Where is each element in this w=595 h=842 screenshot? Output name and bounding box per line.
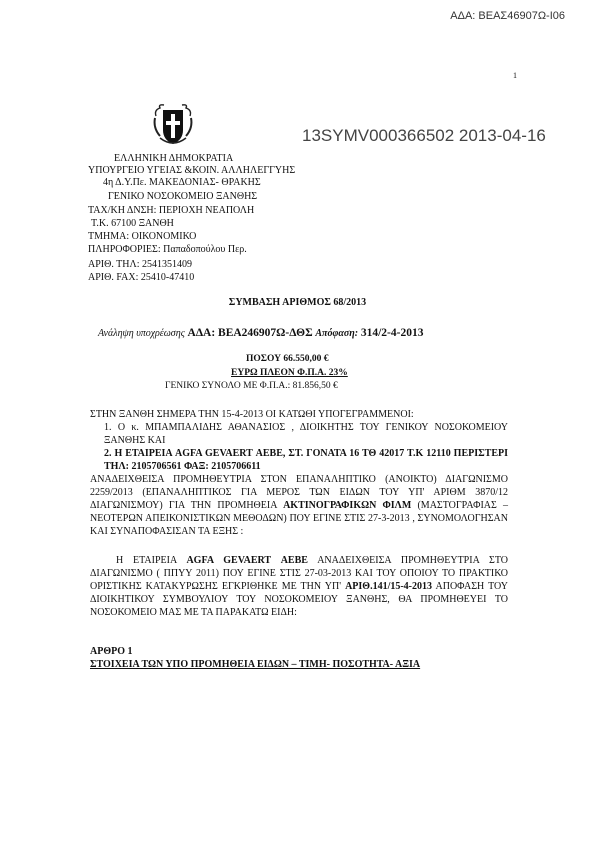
party-2: 2. Η ΕΤΑΙΡΕΙΑ AGFA GEVAERT ΑΕΒΕ, ΣΤ. ΓΟΝΑΤΑ 16 ΤΘ 42017 Τ.Κ 12110 ΠΕΡΙΣΤΕΡΙ ΤΗΛ: 2105706561 ΦΑΞ: 2105706611: [104, 448, 508, 472]
header-line: ΓΕΝΙΚΟ ΝΟΣΟΚΟΜΕΙΟ ΞΑΝΘΗΣ: [108, 191, 258, 202]
total-line: ΓΕΝΙΚΟ ΣΥΝΟΛΟ ΜΕ Φ.Π.Α.: 81.856,50 €: [165, 381, 338, 391]
article-subtitle: ΣΤΟΙΧΕΙΑ ΤΩΝ ΥΠΟ ΠΡΟΜΗΘΕΙΑ ΕΙΔΩΝ – ΤΙΜΗ- ΠΟΣΟΤΗΤΑ- ΑΞΙΑ: [90, 659, 421, 670]
company-name: AGFA GEVAERT ΑΕΒΕ: [186, 555, 308, 566]
contract-title: ΣΥΜΒΑΣΗ ΑΡΙΘΜΟΣ 68/2013: [228, 297, 367, 308]
intro-line: ΣΤΗΝ ΞΑΝΘΗ ΣΗΜΕΡΑ ΤΗΝ 15-4-2013 ΟΙ ΚΑΤΩΘΙ ΥΠΟΓΕΓΡΑΜΜΕΝΟΙ:: [90, 409, 414, 420]
article-title: ΑΡΘΡΟ 1: [90, 646, 133, 657]
page-number: 1: [513, 71, 517, 80]
decision-value: 314/2-4-2013: [360, 327, 424, 339]
paragraph-award: Η ΕΤΑΙΡΕΙΑ AGFA GEVAERT ΑΕΒΕ ΑΝΑΔΕΙΧΘΕΙΣΑ ΠΡΟΜΗΘΕΥΤΡΙΑ ΣΤΟ ΔΙΑΓΩΝΙΣΜΟ ( ΠΠΥΥ 2011) ΠΟΥ ΕΓΙΝΕ ΣΤΙΣ 27-03-2013 ΚΑΙ ΤΟΥ ΟΠΟΙΟΥ ΤΟ ΠΡΑΚΤΙΚΟ ΟΡΙΣΤΙΚΗΣ ΚΑΤΑΚΥΡΩΣΗΣ ΕΓΚΡΙΘΗΚΕ ΜΕ ΤΗΝ ΥΠ' ΑΡΙΘ.141/15-4-2013 ΑΠΟΦΑΣΗ ΤΟΥ ΔΙΟΙΚΗΤΙΚΟΥ ΣΥΜΒΟΥΛΙΟΥ ΤΟΥ ΝΟΣΟΚΟΜΕΙΟΥ ΞΑΝΘΗΣ, ΘΑ ΠΡΟΜΗΘΕΥΕΙ ΤΟ ΝΟΣΟΚΟΜΕΙΟ ΜΑΣ ΜΕ ΤΑ ΠΑΡΑΚΑΤΩ ΕΙΔΗ:: [90, 555, 509, 618]
party-1: 1. Ο κ. ΜΠΑΜΠΑΛΙΔΗΣ ΑΘΑΝΑΣΙΟΣ , ΔΙΟΙΚΗΤΗΣ ΤΟΥ ΓΕΝΙΚΟΥ ΝΟΣΟΚΟΜΕΙΟΥ ΞΑΝΘΗΣ ΚΑΙ: [104, 422, 508, 446]
commitment-label: Ανάληψη υποχρέωσης: [98, 328, 185, 339]
header-line: Τ.Κ. 67100 ΞΑΝΘΗ: [91, 218, 174, 229]
header-line: ΑΡΙΘ. ΤΗΛ: 2541351409: [88, 259, 193, 270]
decision-label: Απόφαση:: [315, 328, 359, 339]
header-line: ΠΛΗΡΟΦΟΡΙΕΣ: Παπαδοπούλου Περ.: [88, 244, 247, 255]
header-line: 4η Δ.Υ.Πε. ΜΑΚΕΔΟΝΙΑΣ- ΘΡΑΚΗΣ: [103, 177, 261, 188]
film-type: ΑΚΤΙΝΟΓΡΑΦΙΚΩΝ ΦΙΛΜ: [283, 500, 412, 511]
paragraph-procurement: ΑΝΑΔΕΙΧΘΕΙΣΑ ΠΡΟΜΗΘΕΥΤΡΙΑ ΣΤΟΝ ΕΠΑΝΑΛΗΠΤΙΚΟ (ΑΝΟΙΚΤΟ) ΔΙΑΓΩΝΙΣΜΟ 2259/2013 (ΕΠΑΝΑΛΗΠΤΙΚΟΣ ΓΙΑ ΜΕΡΟΣ ΤΩΝ ΕΙΔΩΝ ΤΟΥ ΥΠ' ΑΡΙΘΜ 3870/12 ΔΙΑΓΩΝΙΣΜΟΥ) ΓΙΑ ΤΗΝ ΠΡΟΜΗΘΕΙΑ ΑΚΤΙΝΟΓΡΑΦΙΚΩΝ ΦΙΛΜ (ΜΑΣΤΟΓΡΑΦΙΑΣ –ΝΕΟΤΕΡΩΝ ΑΠΕΙΚΟΝΙΣΤΙΚΩΝ ΜΕΘΟΔΩΝ) ΠΟΥ ΕΓΙΝΕ ΣΤΙΣ 27-3-2013 , ΣΥΝΟΜΟΛΟΓΗΣΑΝ ΚΑΙ ΣΥΝΑΠΟΦΑΣΙΣΑΝ ΤΑ ΕΞΗΣ :: [90, 474, 509, 537]
header-line: ΑΡΙΘ. FAX: 25410-47410: [88, 272, 195, 283]
greek-emblem-icon: [152, 102, 194, 148]
commitment-ada: ΑΔΑ: ΒΕΑ246907Ω-ΔΘΣ: [187, 327, 313, 339]
header-line: ΥΠΟΥΡΓΕΙΟ ΥΓΕΙΑΣ &ΚΟΙΝ. ΑΛΛΗΛΕΓΓΥΗΣ: [88, 165, 296, 176]
vat-line: ΕΥΡΩ ΠΛΕΟΝ Φ.Π.Α. 23%: [231, 368, 348, 378]
registry-number: 13SYMV000366502 2013-04-16: [302, 126, 546, 145]
ada-code: ΑΔΑ: ΒΕΑΣ46907Ω-Ι06: [450, 10, 565, 22]
commitment-line: [98, 327, 423, 339]
amount-line: ΠΟΣΟΥ 66.550,00 €: [246, 354, 329, 364]
header-line: ΤΑΧ/ΚΗ ΔΝΣΗ: ΠΕΡΙΟΧΗ ΝΕΑΠΟΛΗ: [88, 205, 255, 216]
header-line: ΕΛΛΗΝΙΚΗ ΔΗΜΟΚΡΑΤΙΑ: [114, 153, 234, 164]
decision-ref: ΑΡΙΘ.141/15-4-2013: [345, 581, 433, 592]
header-line: ΤΜΗΜΑ: ΟΙΚΟΝΟΜΙΚΟ: [88, 231, 197, 242]
